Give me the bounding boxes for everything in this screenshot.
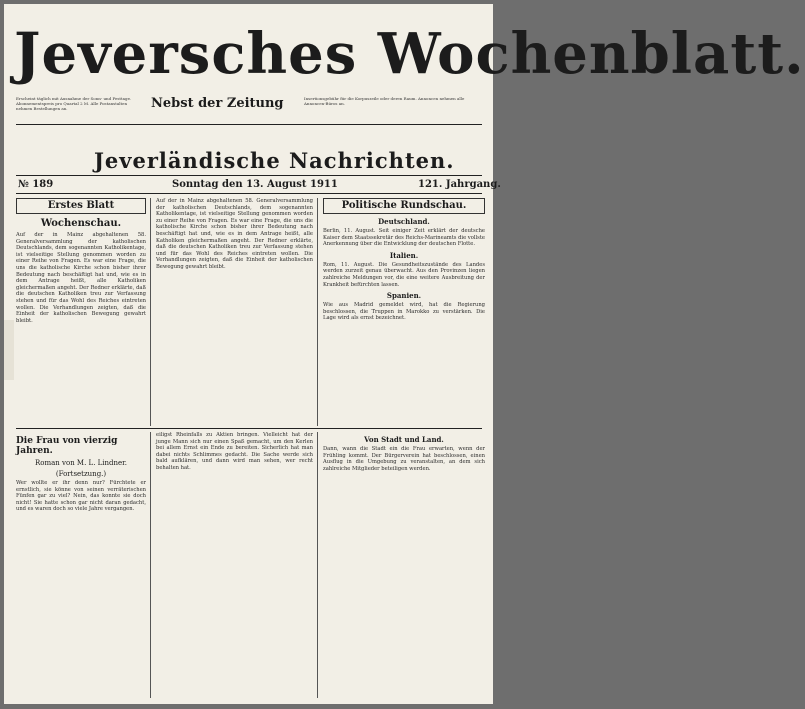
feuilleton-continuation: (Fortsetzung.)	[55, 470, 107, 478]
news-item: Rom, 11. August. Die Gesundheitszustände des Landes werden zurzeit genau überwacht. Aus den Provinzen liegen zahlreiche Meldungen vor, die eine weitere Ausbreitung der Krankheit befürchten lassen.	[323, 261, 485, 288]
column-rule	[317, 198, 318, 426]
column-rule	[317, 432, 318, 698]
feuilleton-title: Die Frau von vierzig Jahren.	[16, 436, 118, 456]
feuilleton-author: Roman von M. L. Lindner.	[35, 459, 127, 467]
country-heading: Spanien.	[386, 291, 422, 301]
news-item: Wie aus Madrid gemeldet wird, hat die Regierung beschlossen, die Truppen in Marokko zu verstärken. Die Lage wird als ernst bezeichnet.	[323, 302, 485, 322]
local-body: Dann, wann die Stadt ein die Frau erwarten, wenn der Frühling kommt. Der Bürgerverein hat beschlossen, einen Ausflug in die Umgebung zu veranstalten, an dem sich zahlreiche Mitglieder beteiligen werden.	[323, 446, 485, 472]
feuilleton-column	[16, 432, 146, 698]
article-body: Auf der in Mainz abgehaltenen 58. Generalversammlung der katholischen Deutschlands, dem sogenannten Katholikentage, ist vielseitige Stellung genommen worden zu einer Reihe von Fragen. Es war eine Frage, die uns die katholische Kirche schon bisher ihrer Bedeutung nach beschäftigt hat und, wie es in dem Antrage heißt, alle Katholiken gleichermaßen angeht. Der Redner erklärte, daß die deutschen Katholiken treu zur Verfassung stehen und für das Wohl des Reiches eintreten wollen. Die Verhandlungen zeigten, daß die Einheit der katholischen Bewegung gewahrt bleibt.	[16, 232, 146, 324]
masthead: Jeversches Wochenblatt.	[14, 21, 805, 87]
insertion-info: Insertionsgebühr für die Korpuszeile oder deren Raum. Annoncen nehmen alle Annoncen-Büros an.	[304, 96, 465, 106]
divider	[16, 193, 482, 194]
issue-date: Sonntag den 13. August 1911	[172, 179, 338, 190]
page-fold	[4, 320, 14, 380]
divider	[16, 175, 482, 176]
volume-year: 121. Jahrgang.	[418, 179, 501, 190]
article-heading: Wochenschau.	[40, 218, 122, 229]
right-column	[323, 198, 485, 426]
story-body: eiligst Rheinfalls zu Aktien bringen. Vielleicht hat der junge Mann sich nur einen Spaß gemacht, um den Kerlen bei allem Ernst ein Ende zu bereiten. Sicherlich hat man dabei nichts Schlimmes gedacht. Die Sache werde sich bald aufklären, und dann wird man sehen, wer recht behalten hat.	[156, 432, 313, 471]
subtitle: Nebst der Zeitung	[151, 96, 284, 111]
middle-column	[156, 198, 313, 426]
blatt-label: Erstes Blatt	[16, 198, 146, 214]
news-item: Berlin, 11. August. Seit einiger Zeit erklärt der deutsche Kaiser dem Staatssekretär des Reichs-Marineamts die vollste Anerkennung über die Entwicklung der deutschen Flotte.	[323, 228, 485, 248]
left-column	[16, 198, 146, 426]
section-heading: Politische Rundschau.	[323, 198, 485, 214]
sub-title: Jeverländische Nachrichten.	[94, 148, 455, 173]
country-heading: Italien.	[389, 250, 419, 260]
local-heading: Von Stadt und Land.	[364, 435, 444, 444]
feuilleton-middle	[156, 432, 313, 698]
subscription-info: Erscheint täglich mit Ausnahme der Sonn- und Festtage. Abonnementspreis pro Quartal 2 M. Alle Postanstalten nehmen Bestellungen an.	[16, 96, 132, 111]
article-body: Auf der in Mainz abgehaltenen 58. Generalversammlung der katholischen Deutschlands, dem sogenannten Katholikentage, ist vielseitige Stellung genommen worden zu einer Reihe von Fragen. Es war eine Frage, die uns die katholische Kirche schon bisher ihrer Bedeutung nach beschäftigt hat und, wie es in dem Antrage heißt, alle Katholiken gleichermaßen angeht. Der Redner erklärte, daß die deutschen Katholiken treu zur Verfassung stehen und für das Wohl des Reiches eintreten wollen. Die Verhandlungen zeigten, daß die Einheit der katholischen Bewegung gewahrt bleibt.	[156, 198, 313, 270]
divider	[16, 124, 482, 125]
local-news-column	[323, 432, 485, 698]
feuilleton-body: Wer wollte er ihr denn nur? Fürchtete er ernstlich, sie könne von seinen verräterischen Fünfen gar zu viel? Nein, das konnte sie doch nicht! Sie hatte schon gar nicht daran gedacht, und es waren doch so viele Jahre vergangen.	[16, 480, 146, 513]
newspaper-page	[4, 4, 805, 704]
country-heading: Deutschland.	[378, 217, 430, 226]
divider	[16, 428, 482, 429]
issue-number: № 189	[18, 179, 54, 190]
column-rule	[150, 198, 151, 426]
column-rule	[150, 432, 151, 698]
